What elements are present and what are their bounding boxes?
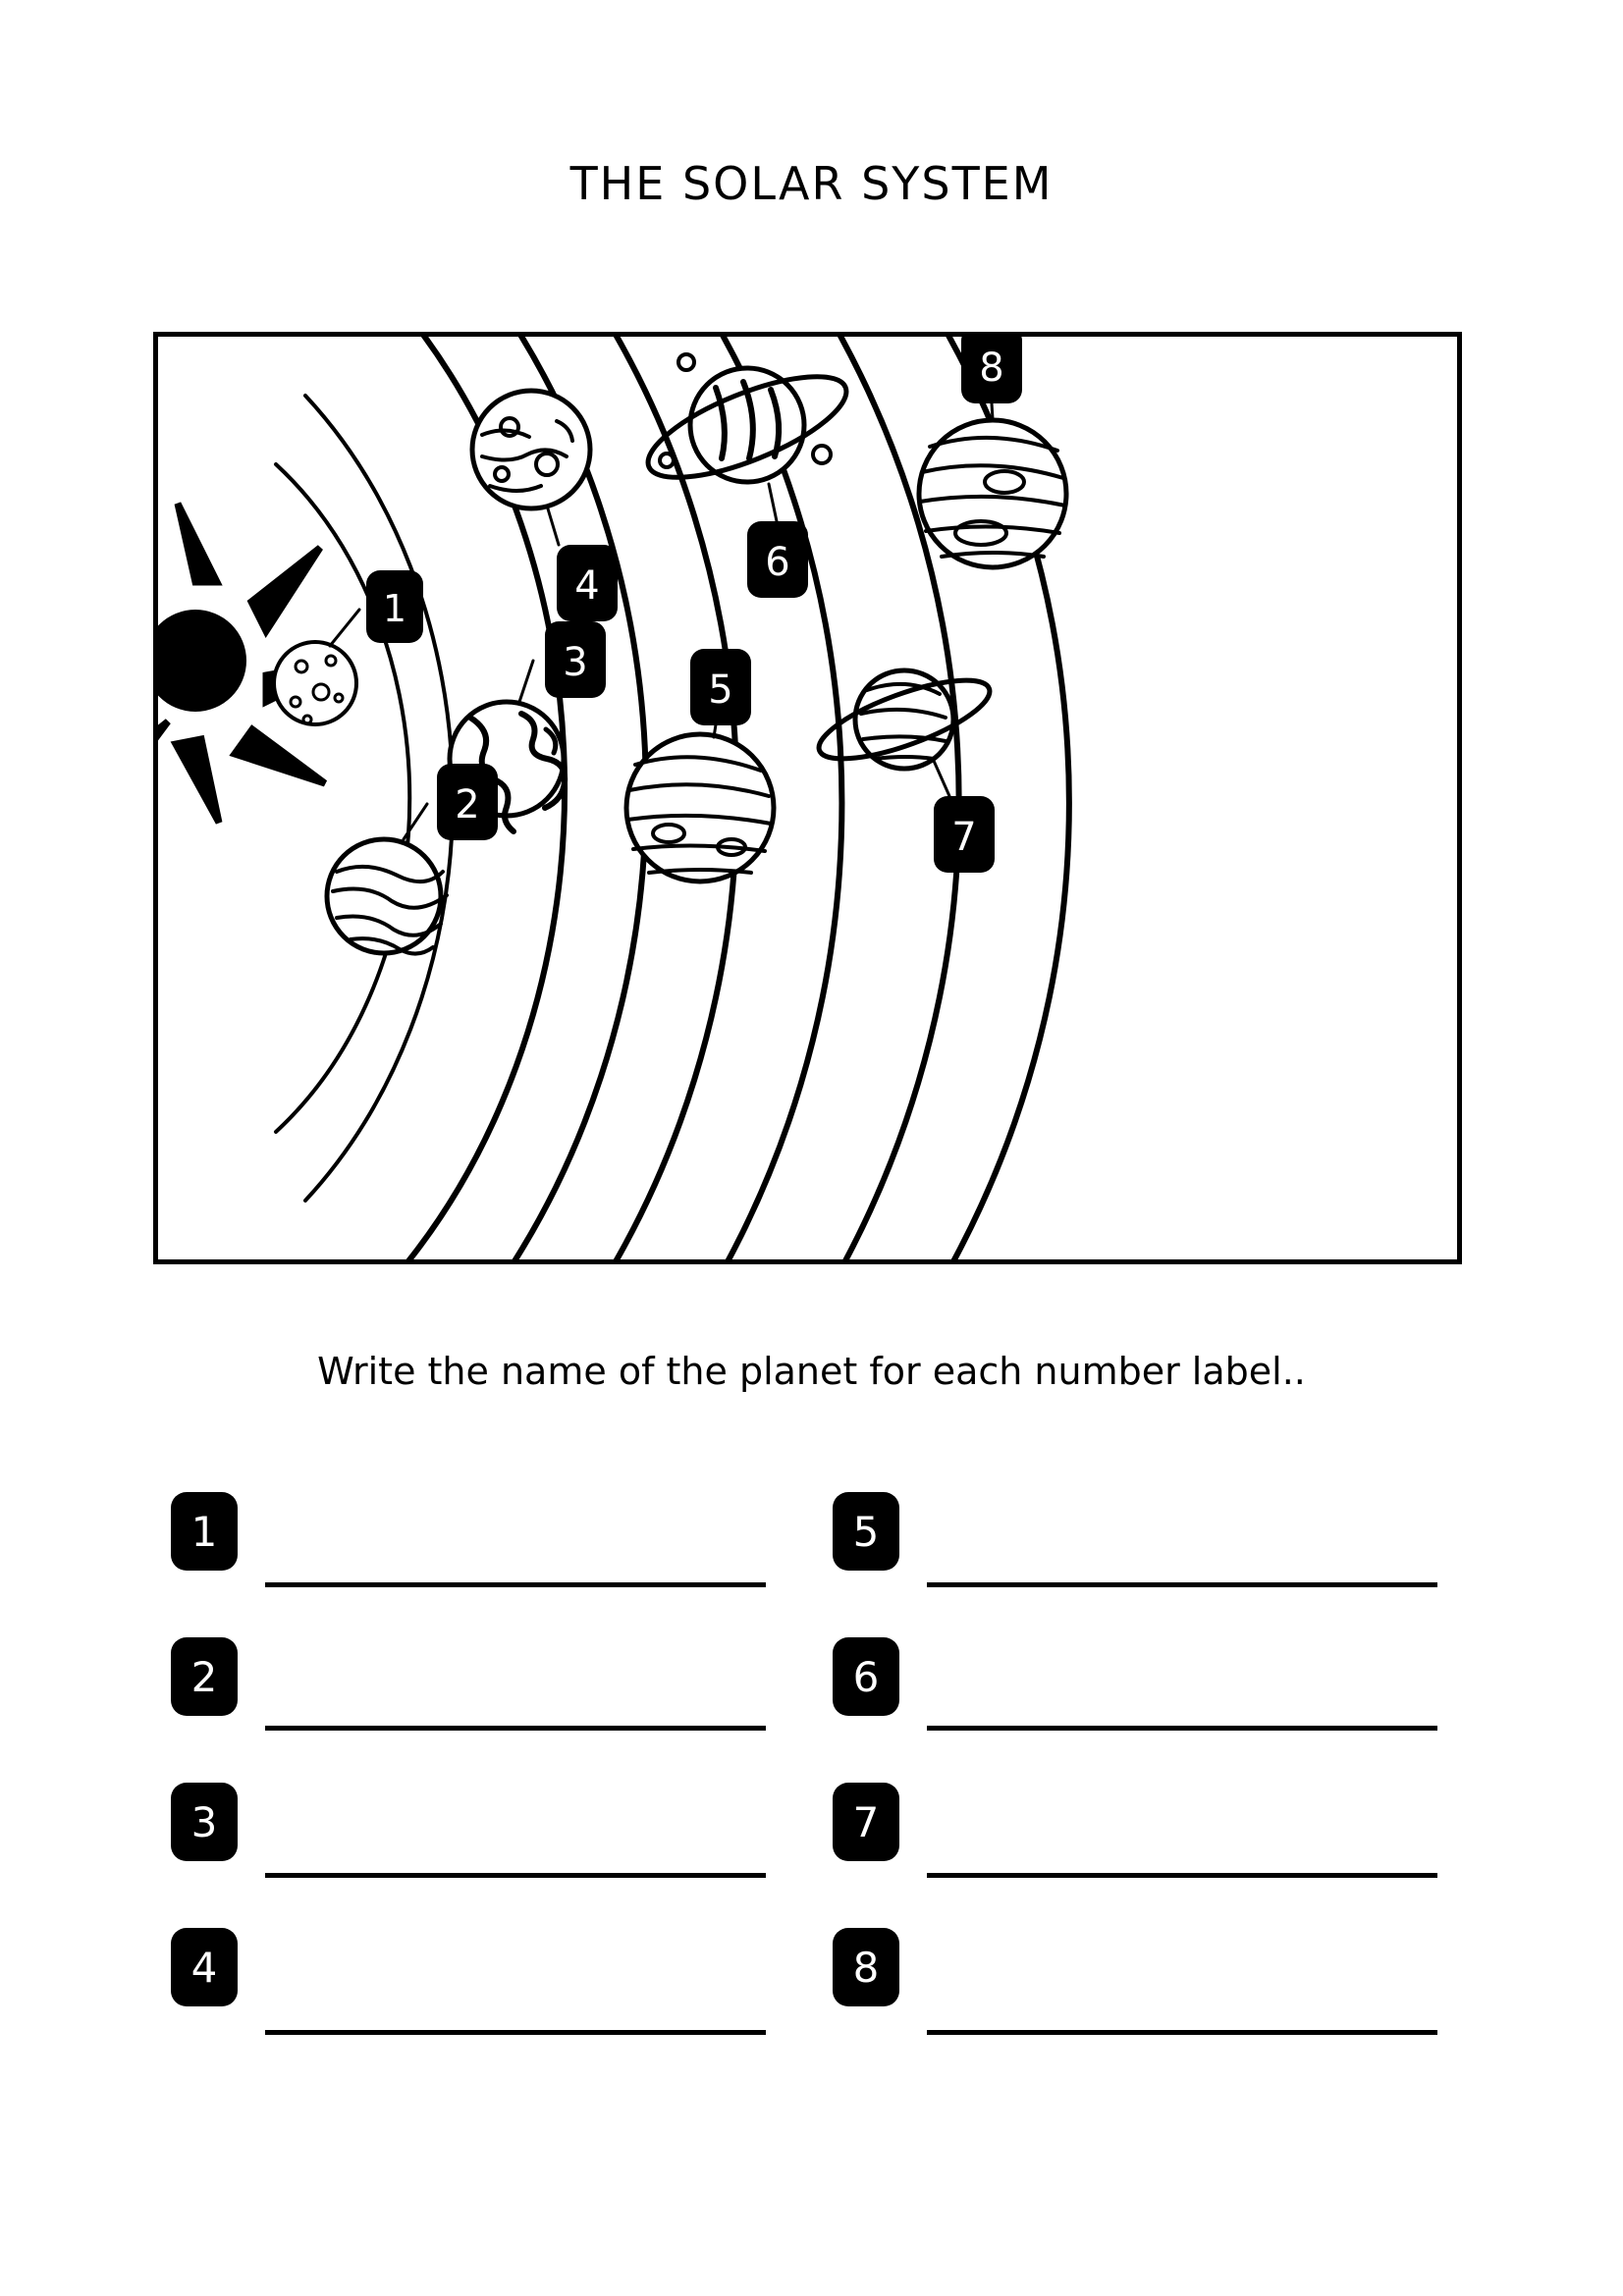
svg-text:2: 2 [455, 782, 480, 828]
venus-planet [327, 839, 447, 954]
saturn-planet [636, 354, 858, 498]
answer-column-right [833, 1492, 1461, 2073]
answer-row [833, 1492, 1461, 1637]
diagram-badge-3 [545, 621, 606, 698]
answer-column-left [171, 1492, 799, 2073]
answer-badge-2: 2 [171, 1637, 238, 1716]
solar-system-diagram [153, 332, 1462, 1264]
answer-line-5[interactable] [927, 1582, 1437, 1587]
svg-text:4: 4 [574, 563, 600, 609]
diagram-badge-6 [747, 521, 808, 598]
answer-line-7[interactable] [927, 1873, 1437, 1878]
answer-badge-1: 1 [171, 1492, 238, 1571]
answer-badge-4: 4 [171, 1928, 238, 2006]
diagram-badge-1 [366, 570, 423, 643]
answer-row [171, 1928, 799, 2073]
svg-text:6: 6 [765, 540, 790, 585]
diagram-badge-4 [557, 545, 618, 621]
diagram-badge-2 [437, 764, 498, 840]
svg-text:3: 3 [563, 640, 588, 685]
answer-row [171, 1783, 799, 1928]
svg-text:1: 1 [382, 587, 407, 630]
answer-badge-8: 8 [833, 1928, 899, 2006]
answer-badge-3: 3 [171, 1783, 238, 1861]
page-title: THE SOLAR SYSTEM [569, 157, 1054, 210]
answer-line-4[interactable] [265, 2030, 766, 2035]
mars-planet [472, 391, 590, 508]
answer-line-1[interactable] [265, 1582, 766, 1587]
answer-row [833, 1637, 1461, 1783]
answer-line-3[interactable] [265, 1873, 766, 1878]
answer-row [171, 1492, 799, 1637]
svg-text:5: 5 [708, 667, 733, 713]
answer-grid [157, 1492, 1463, 2081]
answer-line-6[interactable] [927, 1726, 1437, 1731]
answer-line-2[interactable] [265, 1726, 766, 1731]
svg-text:8: 8 [979, 346, 1004, 391]
answer-badge-5: 5 [833, 1492, 899, 1571]
answer-badge-6: 6 [833, 1637, 899, 1716]
answer-row [833, 1783, 1461, 1928]
answer-line-8[interactable] [927, 2030, 1437, 2035]
diagram-badge-8 [961, 337, 1022, 403]
mercury-planet [274, 642, 356, 724]
answer-badge-7: 7 [833, 1783, 899, 1861]
answer-row [833, 1928, 1461, 2073]
svg-text:7: 7 [951, 815, 977, 860]
neptune-planet [919, 420, 1066, 567]
instruction-text: Write the name of the planet for each number label.. [317, 1350, 1306, 1393]
jupiter-planet [626, 734, 774, 881]
diagram-badge-7 [934, 796, 995, 873]
answer-row [171, 1637, 799, 1783]
diagram-badge-5 [690, 649, 751, 725]
